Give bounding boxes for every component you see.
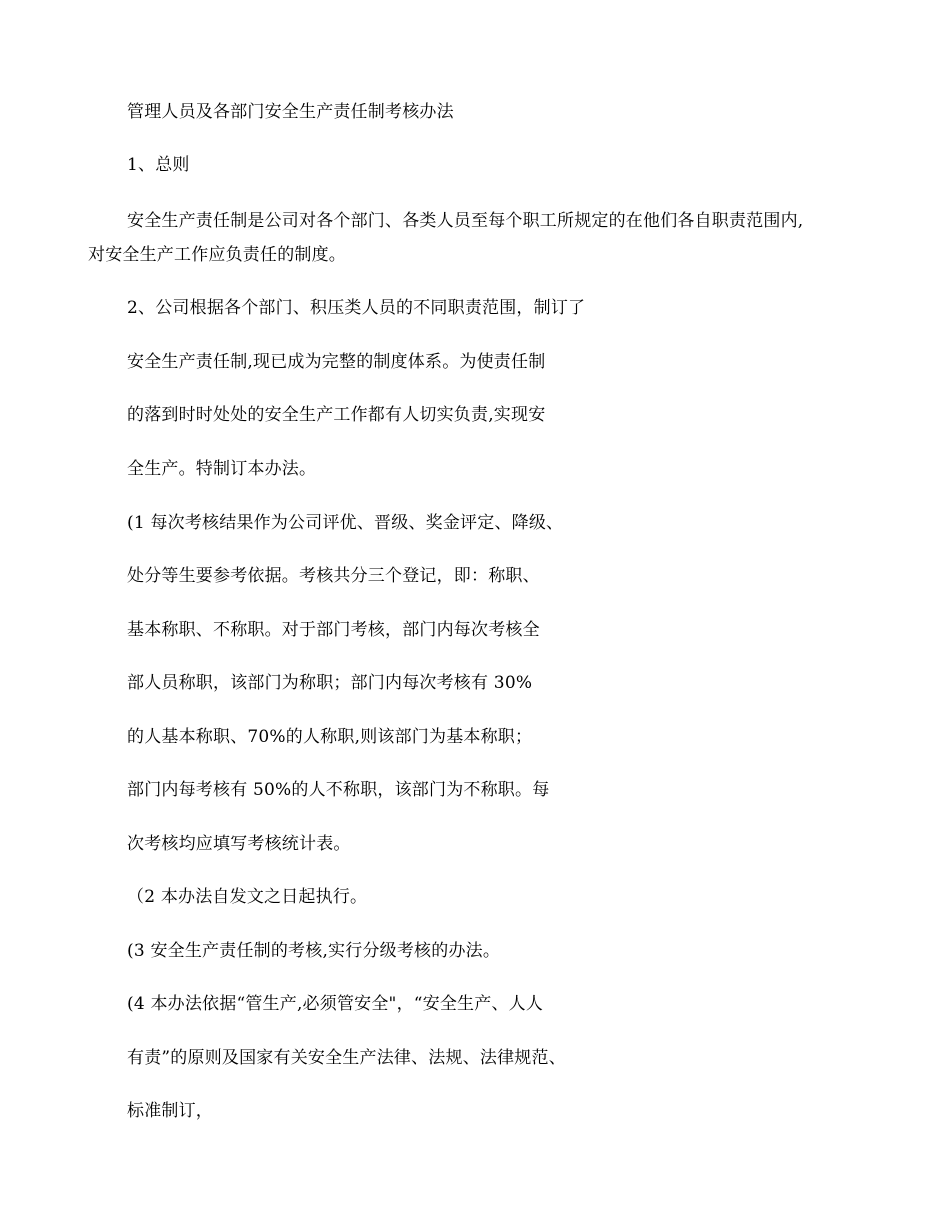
paragraph-line: 基本称职、不称职。对于部门考核，部门内每次考核全 [127, 620, 540, 640]
paragraph-line: 对安全生产工作应负责任的制度。 [88, 245, 346, 265]
paragraph-line: (1 每次考核结果作为公司评优、晋级、奖金评定、降级、 [127, 513, 564, 533]
paragraph-line: 处分等生要参考依据。考核共分三个登记，即：称职、 [127, 566, 540, 586]
paragraph-line: (3 安全生产责任制的考核,实行分级考核的办法。 [127, 941, 501, 961]
paragraph-line: 有责”的原则及国家有关安全生产法律、法规、法律规范、 [127, 1048, 566, 1068]
paragraph-line: (4 本办法依据“管生产,必须管安全"，“安全生产、人人 [127, 994, 544, 1014]
paragraph-line: 全生产。特制订本办法。 [127, 459, 317, 479]
paragraph-line: 的人基本称职、70%的人称职,则该部门为基本称职； [127, 727, 533, 747]
paragraph-line: 标准制订， [127, 1101, 213, 1121]
paragraph-line: 部门内每考核有 50%的人不称职，该部门为不称职。每 [127, 780, 550, 800]
paragraph-line: 的落到时时处处的安全生产工作都有人切实负责,实现安 [127, 405, 546, 425]
paragraph-line: 次考核均应填写考核统计表。 [127, 834, 351, 854]
paragraph-line: 部人员称职，该部门为称职；部门内每次考核有 30% [127, 673, 533, 693]
paragraph-line: 安全生产责任制是公司对各个部门、各类人员至每个职工所规定的在他们各自职责范围内, [127, 211, 804, 231]
paragraph-line: 2、公司根据各个部门、积压类人员的不同职责范围，制订了 [127, 298, 586, 318]
section-heading: 1、总则 [127, 155, 190, 175]
document-title: 管理人员及各部门安全生产责任制考核办法 [127, 102, 454, 122]
paragraph-line: 安全生产责任制,现已成为完整的制度体系。为使责任制 [127, 352, 546, 372]
paragraph-line: （2 本办法自发文之日起执行。 [127, 887, 368, 907]
